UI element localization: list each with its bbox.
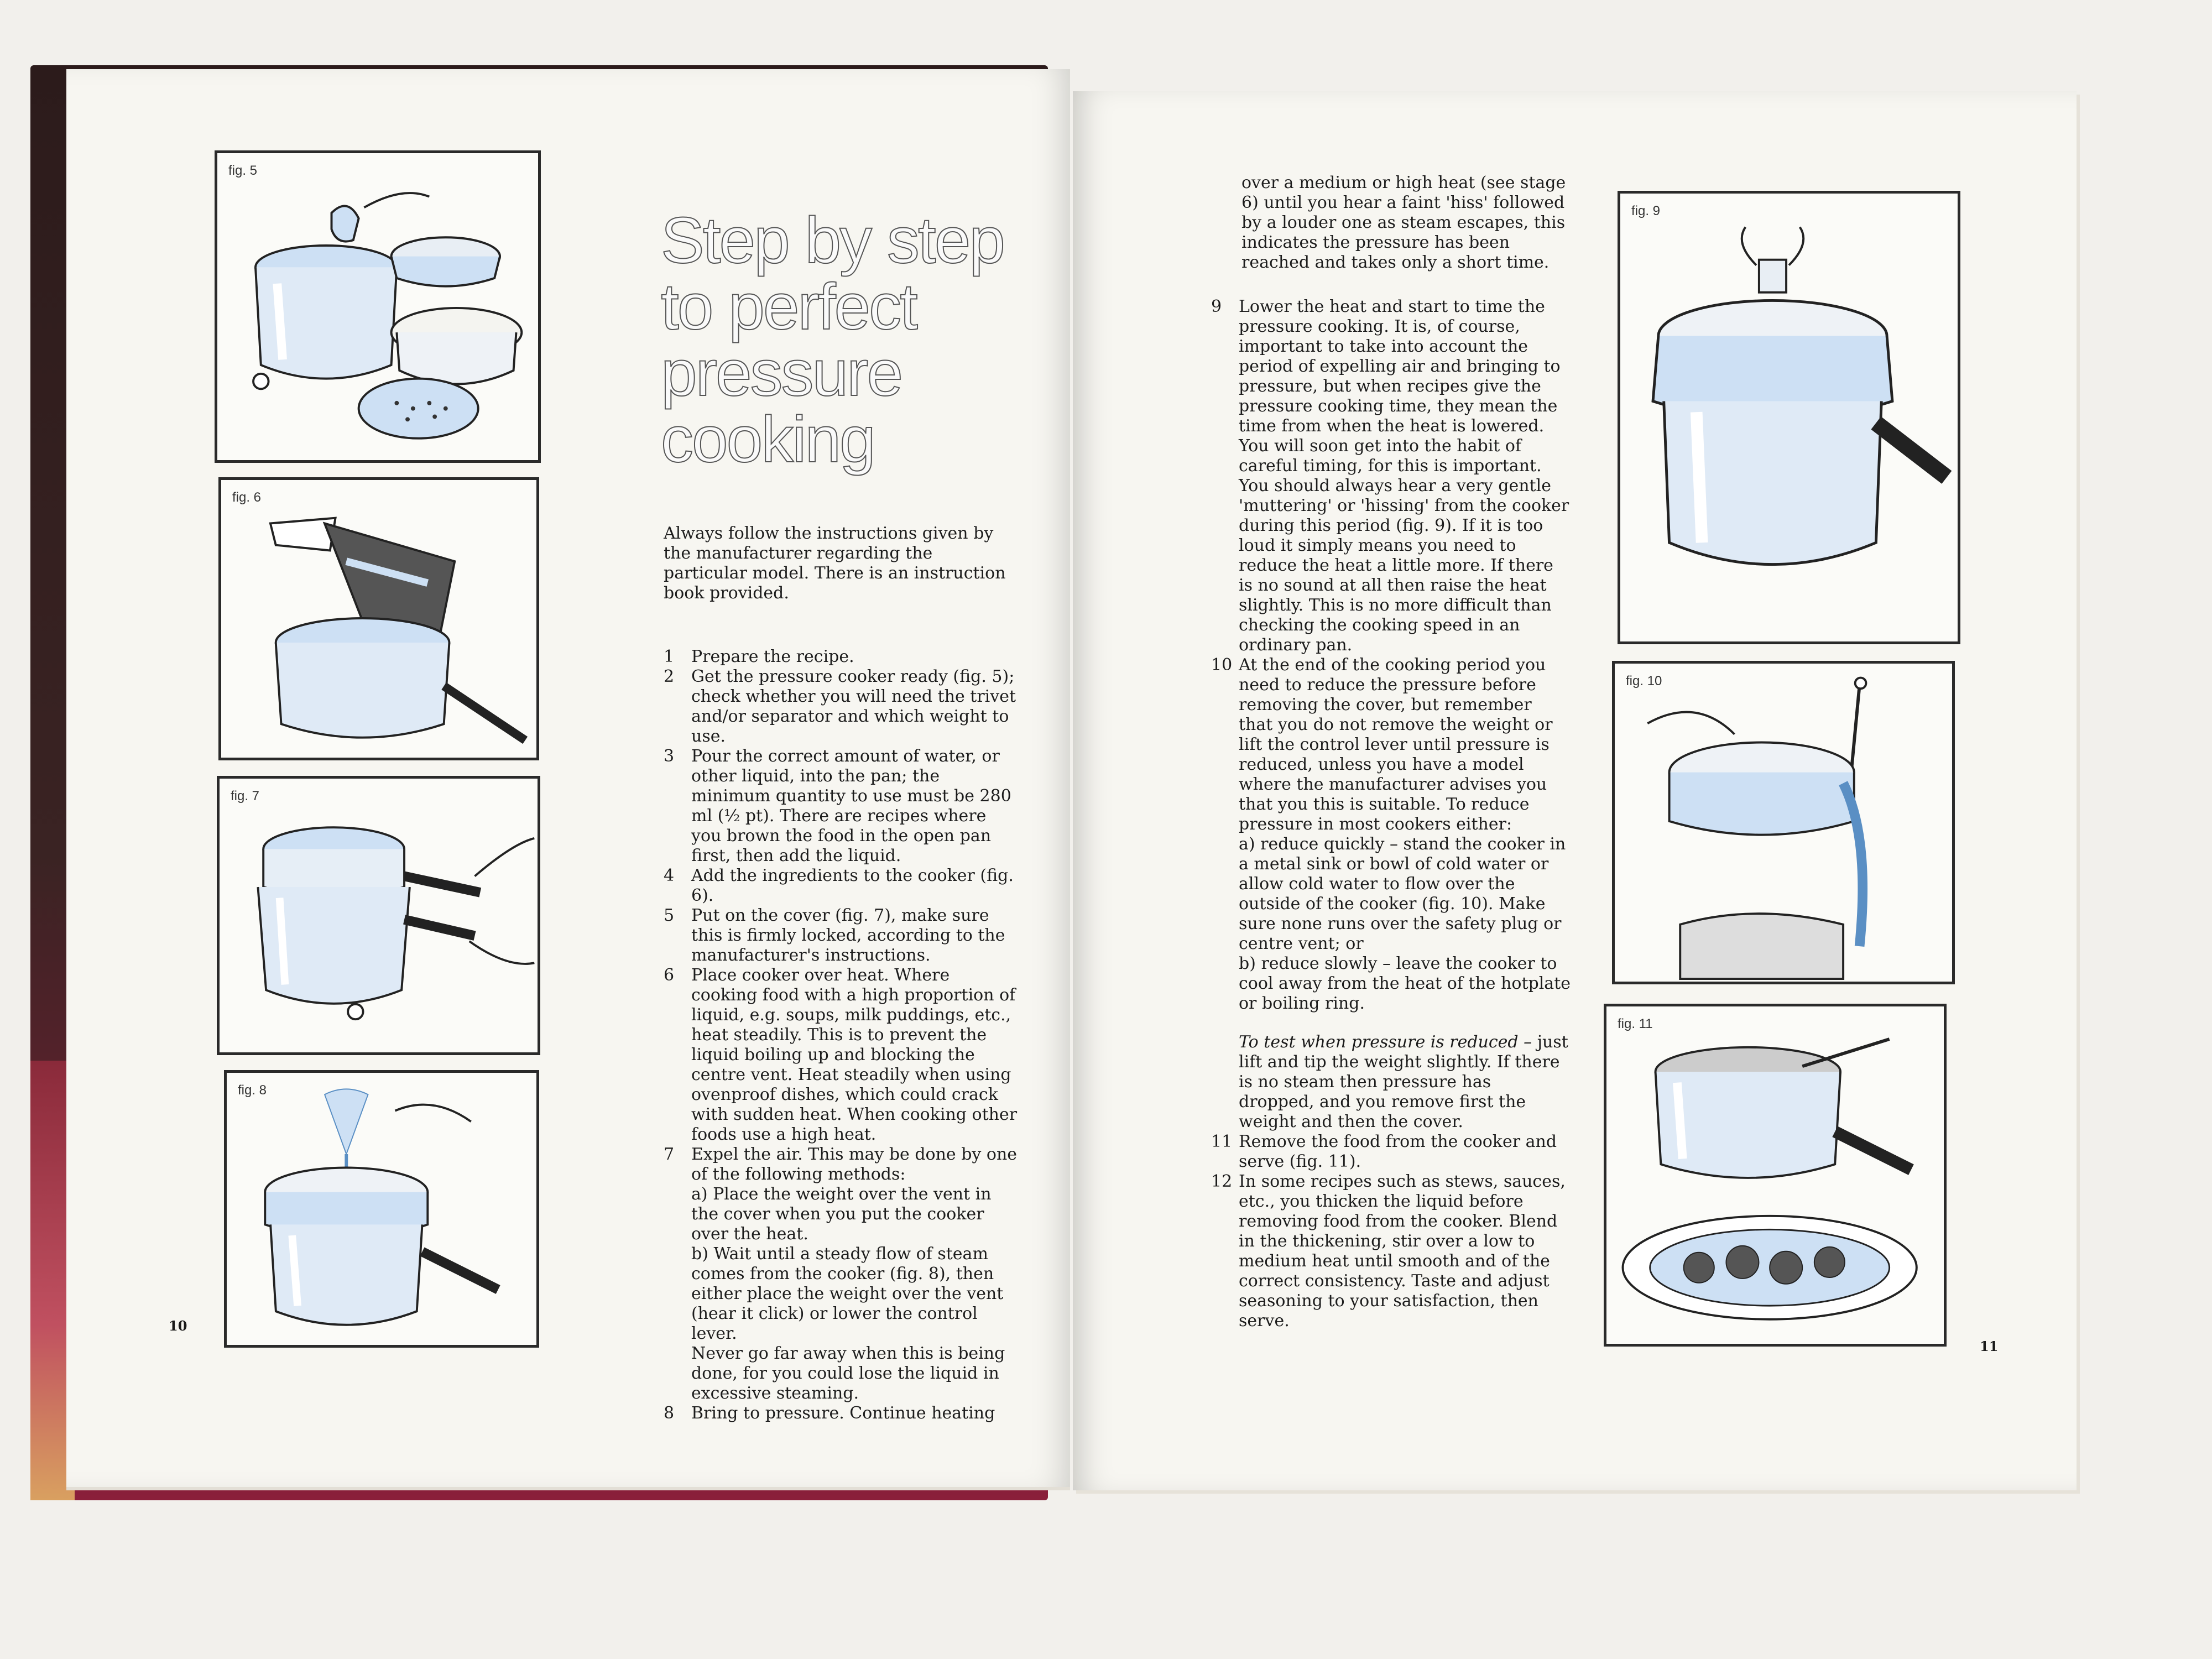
step-text: Bring to pressure. Continue heating [691, 1404, 995, 1423]
cold-water-cooling-illustration [1615, 664, 1952, 982]
step-text: Get the pressure cooker ready (fig. 5); check whether you will need the trivet and/or separator and which weight to use. [691, 667, 1016, 746]
step-sub-item: a) Place the weight over the vent in the cover when you put the cooker over the heat. [691, 1185, 992, 1244]
step-text: At the end of the cooking period you need to reduce the pressure before removing the cover, but remember that you do not remove the weight or lift the control lever until pressure is reduced, unless you have a model where the manufacturer advises you that you this is suitable. To reduce pressure in most cookers either: [1239, 655, 1553, 834]
figure-label: fig. 7 [231, 789, 260, 804]
step-number: 12 [1211, 1172, 1233, 1191]
step-item [664, 747, 1018, 866]
step-number: 8 [664, 1404, 675, 1423]
figure-5 [215, 150, 541, 463]
step-text: Remove the food from the cooker and serve (fig. 11). [1239, 1132, 1557, 1171]
step-number: 11 [1211, 1132, 1233, 1151]
step-number: 7 [664, 1145, 675, 1164]
putting-on-cover-illustration [220, 779, 538, 1052]
figure-6 [218, 477, 539, 760]
figure-label: fig. 9 [1631, 204, 1661, 218]
step-text: Put on the cover (fig. 7), make sure this is firmly locked, according to the manufacturer's instructions. [691, 906, 1005, 965]
title-line: cooking [661, 403, 874, 476]
step-number: 2 [664, 667, 675, 686]
step-sub-item: Never go far away when this is being done, for you could lose the liquid in excessive steaming. [691, 1344, 1005, 1403]
step-item [664, 667, 1018, 747]
page-number: 11 [1980, 1338, 1999, 1354]
step-item [1211, 1032, 1571, 1132]
step-number: 3 [664, 747, 675, 766]
step-item [664, 966, 1018, 1145]
step-item [664, 866, 1018, 906]
step-text: Pour the correct amount of water, or other liquid, into the pan; the minimum quantity to use must be 280 ml (½ pt). There are recipes where you brown the food in the open pan first, then add the liquid. [691, 747, 1011, 865]
title-line: pressure [661, 337, 902, 410]
figure-11 [1604, 1004, 1947, 1347]
step-item [664, 906, 1018, 966]
spacer [1211, 1014, 1571, 1032]
step-number: 1 [664, 647, 675, 666]
step-sub-item: b) reduce slowly – leave the cooker to cool away from the heat of the hotplate or boiling ring. [1239, 954, 1571, 1013]
step-text: Add the ingredients to the cooker (fig. 6). [691, 866, 1014, 905]
figure-8 [224, 1070, 539, 1348]
step-item [1211, 1132, 1571, 1172]
page-title [661, 204, 1048, 476]
step-number: 5 [664, 906, 675, 925]
intro-paragraph: Always follow the instructions given by the manufacturer regarding the particular model. There is an instruction book provided. [664, 524, 1006, 603]
step-italic-lead: To test when pressure is reduced – [1239, 1032, 1532, 1052]
adding-ingredients-illustration [221, 480, 536, 758]
figure-9 [1618, 191, 1960, 644]
timed-cooking-illustration [1620, 194, 1958, 641]
step-text: Place cooker over heat. Where cooking food with a high proportion of liquid, e.g. soups, milk puddings, etc., heat steadily. This is to prevent the liquid boiling up and blocking the centre vent. Heat steadily when using ovenproof dishes, which could crack with sudden heat. When cooking other foods use a high heat. [691, 966, 1018, 1144]
figure-label: fig. 8 [238, 1083, 267, 1098]
page-number: 10 [169, 1318, 187, 1334]
step-number: 9 [1211, 297, 1222, 316]
step-number: 6 [664, 966, 675, 985]
figure-7 [217, 776, 540, 1055]
step-text: Lower the heat and start to time the pressure cooking. It is, of course, important to take into account the period of expelling air and bringing to pressure, but when recipes give the pressure cooking time, they mean the time from when the heat is lowered. You will soon get into the habit of careful timing, for this is important. You should always hear a very gentle 'muttering' or 'hissing' from the cooker during this period (fig. 9). If it is too loud it simply means you need to reduce the heat a little more. If there is no sound at all then raise the heat slightly. This is no more difficult than checking the cooking speed in an ordinary pan. [1239, 297, 1569, 655]
step-item [664, 647, 1018, 667]
right-page [1073, 91, 2077, 1490]
step-item [1211, 655, 1571, 1014]
step-number: 10 [1211, 655, 1233, 675]
figure-label: fig. 5 [228, 163, 258, 178]
step-item [664, 1145, 1018, 1404]
figure-label: fig. 11 [1618, 1016, 1653, 1031]
step-text: just lift and tip the weight slightly. If there is no steam then pressure has dropped, and you remove first the weight and then the cover. [1239, 1032, 1568, 1131]
left-page [66, 69, 1070, 1490]
continued-text: over a medium or high heat (see stage 6) until you hear a faint 'hiss' followed by a louder one as steam escapes, this indicates the pressure has been reached and takes only a short time. [1241, 173, 1566, 272]
continued-paragraph [1241, 173, 1573, 273]
step-item [1211, 297, 1571, 655]
step-text: In some recipes such as stews, sauces, etc., you thicken the liquid before removing food from the cooker. Blend in the thickening, stir over a low to medium heat until smooth and of the correct consistency. Taste and adjust seasoning to your satisfaction, then serve. [1239, 1172, 1566, 1331]
title-line: to perfect [661, 270, 916, 343]
step-sub-item: b) Wait until a steady flow of steam comes from the cooker (fig. 8), then either place the weight over the vent (hear it click) or lower the control lever. [691, 1244, 1004, 1343]
serving-food-illustration [1606, 1006, 1944, 1344]
steps-list-left [664, 647, 1018, 1423]
figure-label: fig. 6 [232, 490, 262, 505]
pressure-cooker-parts-illustration [217, 153, 538, 460]
step-number: 4 [664, 866, 675, 885]
step-item [664, 1404, 1018, 1423]
title-line: Step by step [661, 204, 1004, 277]
step-sub-item: a) reduce quickly – stand the cooker in a metal sink or bowl of cold water or allow cold water to flow over the outside of the cooker (fig. 10). Make sure none runs over the safety plug or centre vent; or [1239, 834, 1566, 953]
figure-10 [1612, 661, 1955, 984]
step-text: Expel the air. This may be done by one of the following methods: [691, 1145, 1018, 1184]
figure-label: fig. 10 [1626, 674, 1662, 688]
steps-list-right [1211, 297, 1571, 1331]
step-text: Prepare the recipe. [691, 647, 854, 666]
steam-flow-illustration [227, 1073, 536, 1345]
step-item [1211, 1172, 1571, 1331]
